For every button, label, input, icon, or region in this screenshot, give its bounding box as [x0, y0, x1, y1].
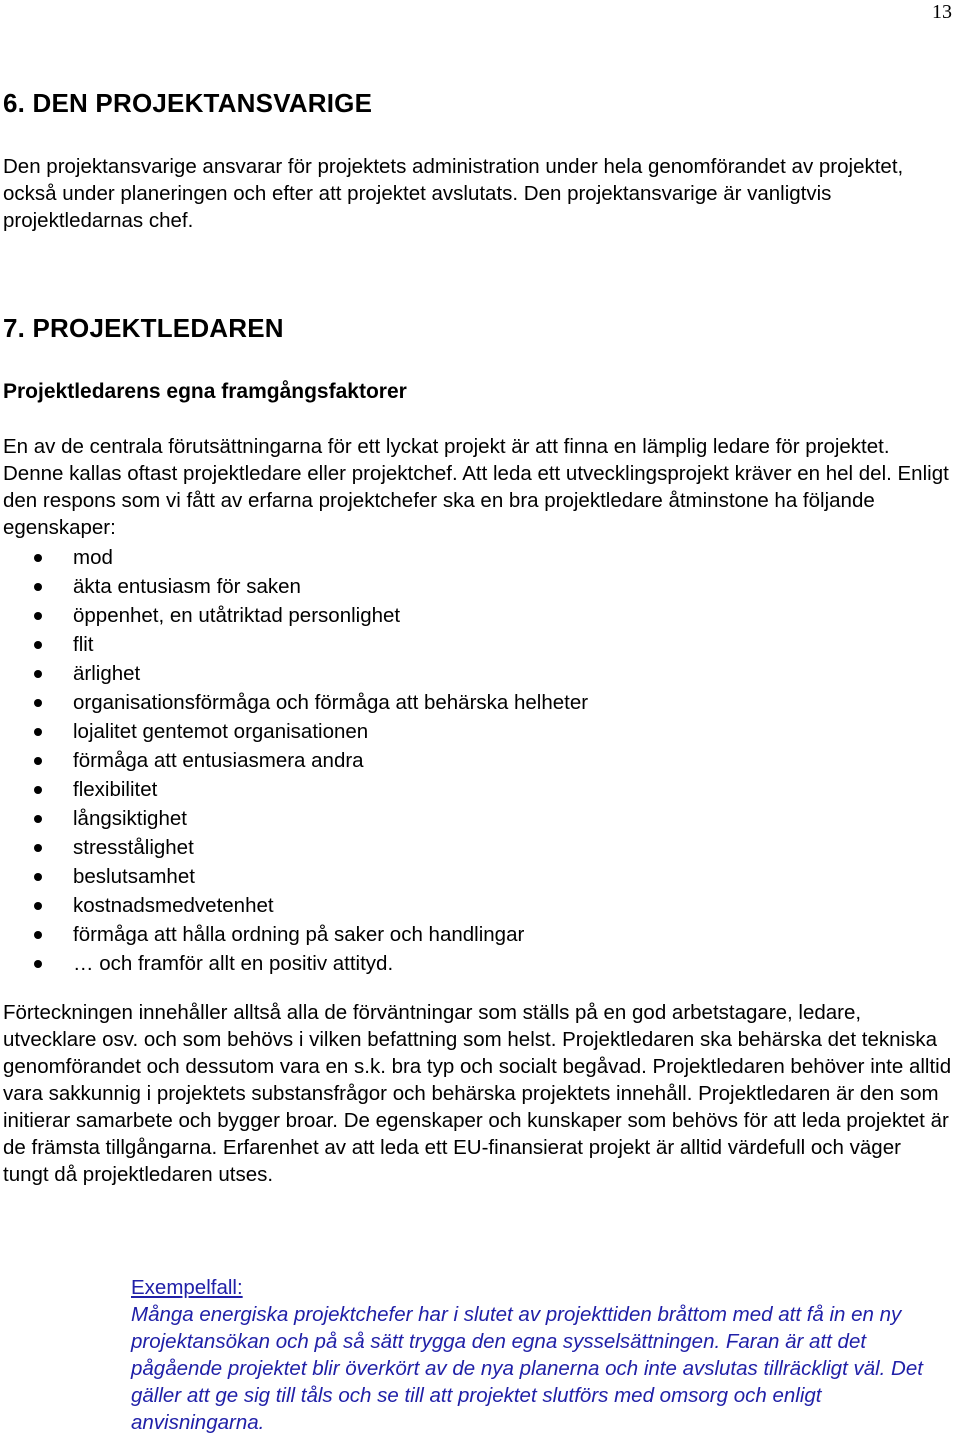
bullet-icon	[34, 699, 42, 707]
section-6-paragraph: Den projektansvarige ansvarar för projektets administration under hela genomförandet av projektet, också under planeringen och efter att projektet avslutats. Den projektansvarige är vanligtvis projektledarnas chef.	[3, 155, 904, 232]
section-6-heading: 6. DEN PROJEKTANSVARIGE	[3, 88, 373, 118]
bullet-icon	[34, 844, 42, 852]
list-item	[0, 949, 588, 978]
example-text: Många energiska projektchefer har i slutet av projekttiden bråttom med att få in en ny projektansökan och på så sätt trygga den egna sysselsättningen. Faran är att det pågående projektet blir överkört av de nya planerna och inte avslutas tillräckligt väl. Det gäller att ge sig till tåls och se till att projektet slutförs med omsorg och enligt anvisningarna.	[131, 1303, 923, 1434]
list-item	[0, 630, 588, 659]
list-item-text: lojalitet gentemot organisationen	[73, 720, 369, 743]
bullet-icon	[34, 902, 42, 910]
bullet-icon	[34, 873, 42, 881]
list-item-text: flit	[73, 633, 94, 656]
list-item-text: … och framför allt en positiv attityd.	[73, 952, 394, 975]
list-item	[0, 601, 588, 630]
success-factors-subheading: Projektledarens egna framgångsfaktorer	[3, 380, 407, 403]
list-item	[0, 543, 588, 572]
page-number: 13	[932, 1, 952, 23]
list-item	[0, 659, 588, 688]
list-item	[0, 688, 588, 717]
qualities-list	[0, 543, 588, 978]
list-item-text: kostnadsmedvetenhet	[73, 894, 274, 917]
intro-paragraph: En av de centrala förutsättningarna för ett lyckat projekt är att finna en lämplig ledare för projektet. Denne kallas oftast projektledare eller projektchef. Att leda ett utvecklingsprojekt kräver en hel del. Enligt den respons som vi fått av erfarna projektchefer ska en bra projektledare åtminstone ha följande egenskaper:	[3, 435, 949, 539]
list-item	[0, 920, 588, 949]
list-item-text: organisationsförmåga och förmåga att behärska helheter	[73, 691, 589, 714]
bullet-icon	[34, 554, 42, 562]
bullet-icon	[34, 931, 42, 939]
list-item-text: flexibilitet	[73, 778, 158, 801]
list-item-text: långsiktighet	[73, 807, 187, 830]
conclusion-paragraph: Förteckningen innehåller alltså alla de förväntningar som ställs på en god arbetstagare, ledare, utvecklare osv. och som behövs i vilken befattning som helst. Projektledaren ska behärska det tekniska genomförandet och dessutom vara en s.k. bra typ och socialt begåvad. Projektledaren behöver inte alltid vara sakkunnig i projektets substansfrågor och behärska projektets innehåll. Projektledaren är den som initierar samarbete och bygger broar. De egenskaper och kunskaper som behövs för att leda projektet är de främsta tillgångarna. Erfarenhet av att leda ett EU-finansierat projekt är alltid värdefull och väger tungt då projektledaren utses.	[3, 1001, 952, 1186]
bullet-icon	[34, 728, 42, 736]
example-box	[131, 1274, 956, 1436]
list-item	[0, 804, 588, 833]
bullet-icon	[34, 815, 42, 823]
bullet-icon	[34, 612, 42, 620]
list-item	[0, 891, 588, 920]
list-item-text: stresstålighet	[73, 836, 194, 859]
list-item-text: ärlighet	[73, 662, 141, 685]
list-item-text: beslutsamhet	[73, 865, 195, 888]
bullet-icon	[34, 960, 42, 968]
bullet-icon	[34, 641, 42, 649]
list-item	[0, 862, 588, 891]
bullet-icon	[34, 786, 42, 794]
example-label: Exempelfall:	[131, 1276, 243, 1299]
bullet-icon	[34, 757, 42, 765]
list-item	[0, 717, 588, 746]
bullet-icon	[34, 583, 42, 591]
list-item	[0, 833, 588, 862]
list-item-text: mod	[73, 546, 113, 569]
list-item-text: förmåga att hålla ordning på saker och handlingar	[73, 923, 525, 946]
list-item-text: öppenhet, en utåtriktad personlighet	[73, 604, 401, 627]
bullet-icon	[34, 670, 42, 678]
list-item-text: äkta entusiasm för saken	[73, 575, 301, 598]
list-item	[0, 746, 588, 775]
list-item-text: förmåga att entusiasmera andra	[73, 749, 364, 772]
list-item	[0, 775, 588, 804]
section-7-heading: 7. PROJEKTLEDAREN	[3, 313, 284, 343]
list-item	[0, 572, 588, 601]
